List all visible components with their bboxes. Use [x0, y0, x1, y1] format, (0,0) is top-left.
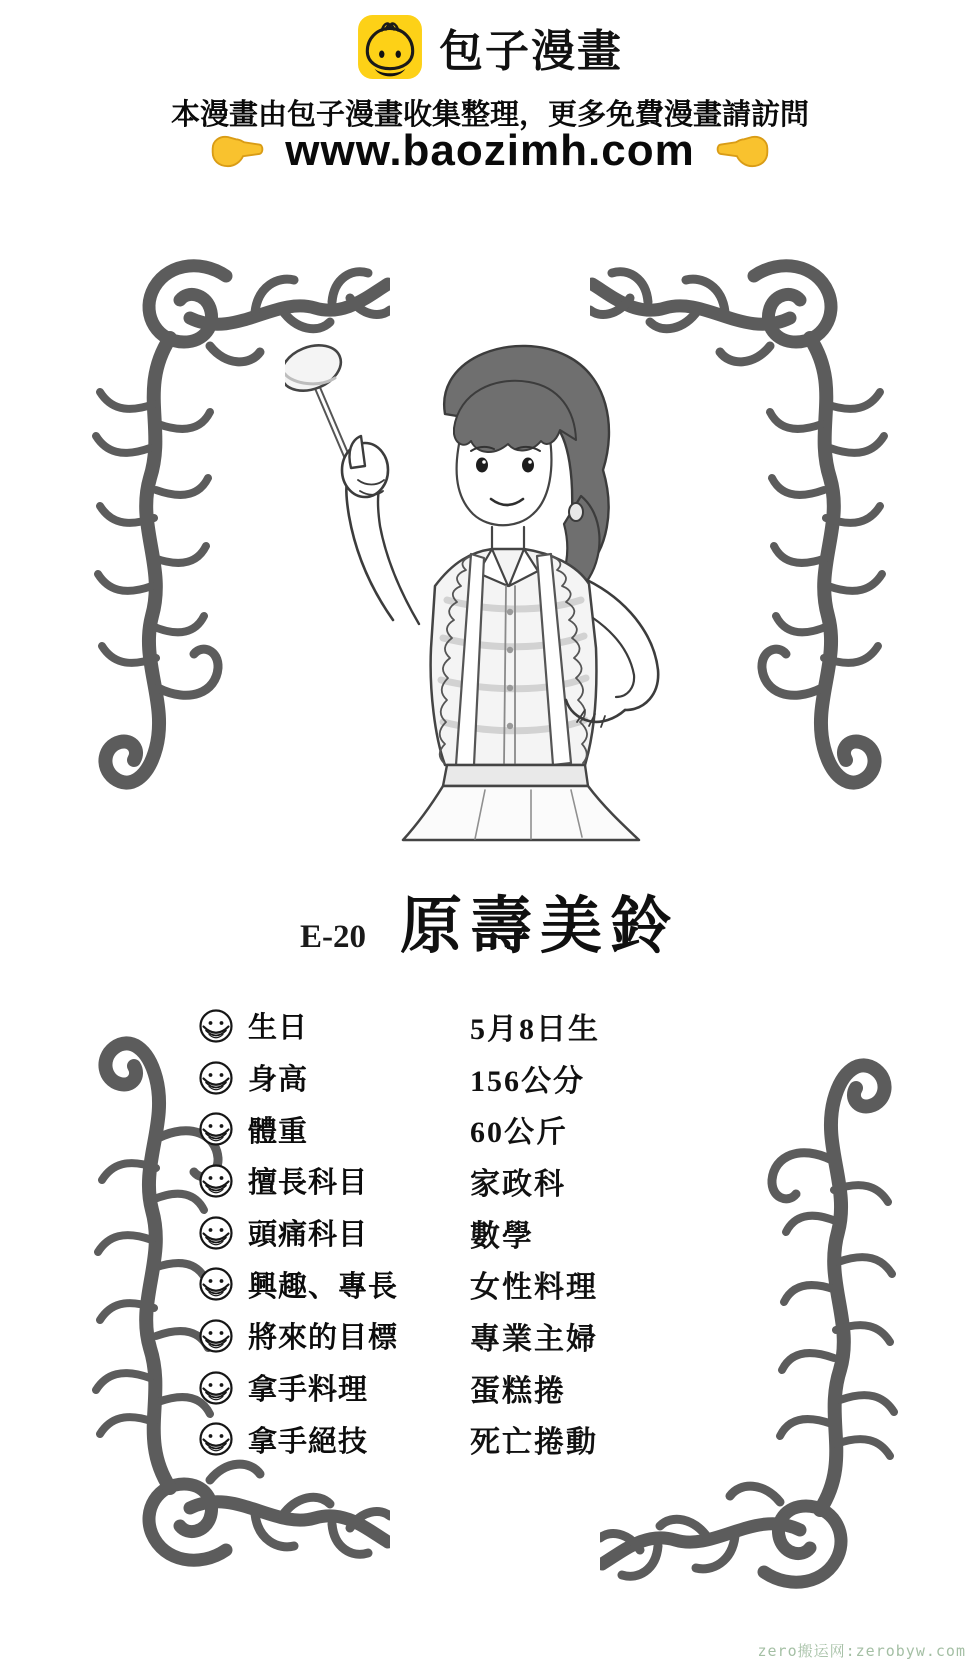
profile-value: 女性料理 — [470, 1271, 598, 1305]
girl-with-ladle-illustration — [285, 318, 685, 843]
baozi-face-logo-icon — [357, 14, 423, 80]
koro-smiley-icon — [198, 1421, 234, 1457]
profile-list — [198, 1000, 798, 1465]
pointing-left-finger-icon — [715, 130, 773, 172]
character-id: E-20 — [299, 919, 366, 955]
profile-label: 將來的目標 — [248, 1322, 399, 1355]
brand-title: 包子漫畫 — [439, 27, 623, 76]
profile-label: 興趣、專長 — [248, 1270, 399, 1303]
koro-smiley-icon — [198, 1163, 234, 1199]
koro-smiley-icon — [198, 1008, 234, 1044]
profile-row-best-subject — [198, 1155, 798, 1207]
profile-value: 死亡捲動 — [470, 1426, 598, 1460]
site-url-row — [0, 126, 980, 176]
koro-smiley-icon — [198, 1370, 234, 1406]
site-header — [0, 14, 980, 80]
koro-smiley-icon — [198, 1318, 234, 1354]
site-tagline: 本漫畫由包子漫畫收集整理，更多免費漫畫請訪問 — [170, 99, 809, 131]
koro-smiley-icon — [198, 1060, 234, 1096]
profile-row-weight — [198, 1103, 798, 1155]
koro-smiley-icon — [198, 1266, 234, 1302]
profile-row-special-skill — [198, 1414, 798, 1466]
koro-smiley-icon — [198, 1111, 234, 1147]
character-name: 原壽美鈴 — [399, 893, 680, 961]
profile-value: 60公斤 — [470, 1116, 568, 1150]
profile-label: 拿手絕技 — [248, 1425, 369, 1458]
profile-value: 156公分 — [470, 1064, 585, 1098]
profile-row-future-goal — [198, 1310, 798, 1362]
profile-value: 專業主婦 — [470, 1322, 598, 1356]
profile-value: 5月8日生 — [470, 1012, 600, 1046]
pointing-right-finger-icon — [207, 130, 265, 172]
profile-row-height — [198, 1052, 798, 1104]
profile-label: 拿手料理 — [248, 1374, 369, 1407]
profile-row-worst-subject — [198, 1207, 798, 1259]
site-url-link[interactable]: www.baozimh.com — [285, 126, 695, 175]
profile-label: 體重 — [248, 1115, 309, 1148]
profile-label: 生日 — [248, 1012, 309, 1045]
profile-label: 擅長科目 — [248, 1167, 369, 1200]
profile-label: 身高 — [248, 1064, 309, 1097]
profile-value: 蛋糕捲 — [470, 1374, 566, 1408]
profile-value: 數學 — [470, 1219, 534, 1253]
watermark: zero搬运网:zerobyw.com — [757, 1642, 966, 1660]
profile-value: 家政科 — [470, 1167, 566, 1201]
character-title-row — [0, 876, 980, 965]
koro-smiley-icon — [198, 1215, 234, 1251]
profile-row-best-dish — [198, 1362, 798, 1414]
profile-row-hobby — [198, 1258, 798, 1310]
profile-label: 頭痛科目 — [248, 1219, 369, 1252]
profile-row-birthday — [198, 1000, 798, 1052]
